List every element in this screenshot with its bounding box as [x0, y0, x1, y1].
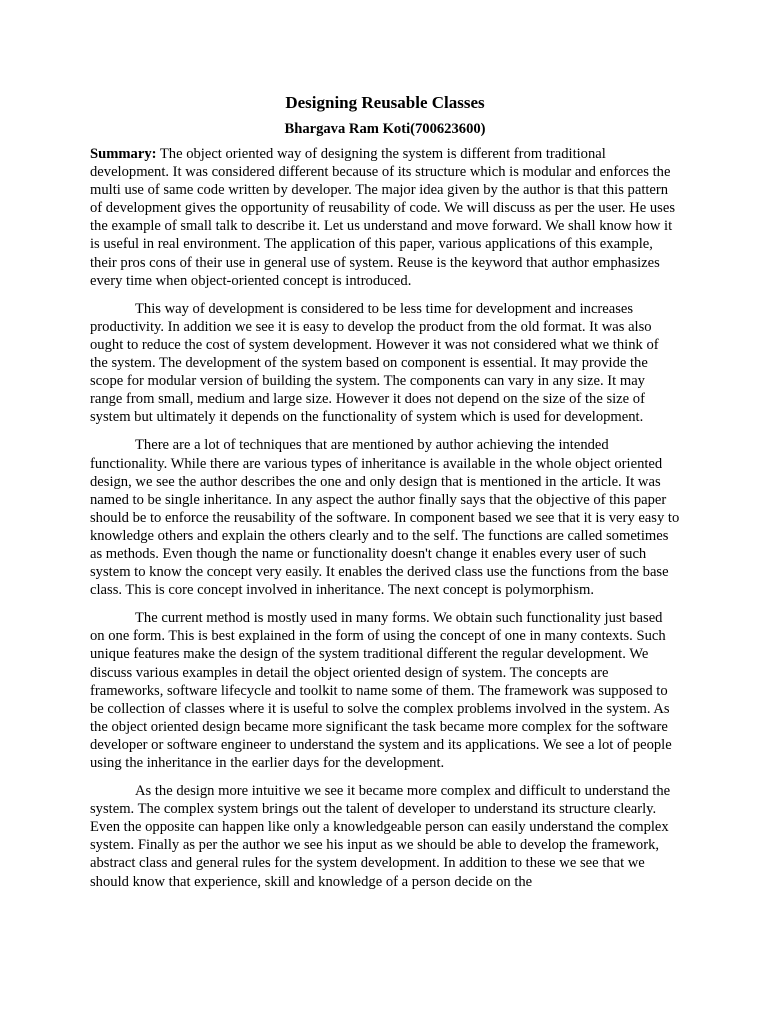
document-page — [90, 92, 680, 901]
summary-paragraph — [90, 145, 680, 290]
summary-text: The object oriented way of designing the system is different from traditional development. It was considered different because of its structure which is modular and enforces the multi use of same code written by developer. The major idea given by the author is that this pattern of development gives the opportunity of reusability of code. We will discuss as per the user. He uses the example of small talk to describe it. Let us understand and move forward. We shall know how it is useful in real environment. The application of this paper, various applications of this example, their pros cons of their use in general use of system. Reuse is the keyword that author emphasizes every time when object-oriented concept is introduced. — [90, 146, 676, 289]
body-paragraph-4: As the design more intuitive we see it became more complex and difficult to understand the system. The complex system brings out the talent of developer to understand its structure clearly. Even the opposite can happen like only a knowledgeable person can easily understand the complex system. Finally as per the author we see his input as we should be able to develop the framework, abstract class and general rules for the system development. In addition to these we see that we should know that experience, skill and knowledge of a person decide on the — [90, 783, 671, 890]
document-author: Bhargava Ram Koti(700623600) — [284, 121, 486, 137]
body-paragraph-1: This way of development is considered to be less time for development and increases productivity. In addition we see it is easy to develop the product from the old format. It was also ought to reduce the cost of system development. However it was not considered what we think of the system. The development of the system based on component is essential. It may provide the scope for modular version of building the system. The components can vary in any size. It may range from small, medium and large size. However it does not depend on the size of the size of system but ultimately it depends on the functionality of system which is used for development. — [90, 300, 659, 426]
body-paragraph-2: There are a lot of techniques that are mentioned by author achieving the intended functionality. While there are various types of inheritance is available in the whole object oriented design, we see the author describes the one and only design that is mentioned in the article. It was named to be single inheritance. In any aspect the author finally says that the objective of this paper should be to enforce the reusability of the software. In component based we see that it is very easy to knowledge others and explain the others clearly and to the self. The functions are called sometimes as methods. Even though the name or functionality doesn't change it enables every user of such system to know the concept very easily. It enables the derived class use the functions from the base class. This is core concept involved in inheritance. The next concept is polymorphism. — [90, 437, 680, 599]
summary-label: Summary: — [90, 146, 157, 162]
body-paragraph-3: The current method is mostly used in many forms. We obtain such functionality just based on one form. This is best explained in the form of using the concept of one in many contexts. Such unique features make the design of the system traditional different the regular development. We discuss various examples in detail the object oriented design of system. The concepts are frameworks, software lifecycle and toolkit to name some of them. The framework was supposed to be collection of classes where it is useful to solve the complex problems involved in the system. As the object oriented design became more significant the task became more complex for the software developer or software engineer to understand the system and its applications. We see a lot of people using the inheritance in the earlier days for the development. — [90, 610, 672, 771]
document-title: Designing Reusable Classes — [285, 93, 485, 112]
